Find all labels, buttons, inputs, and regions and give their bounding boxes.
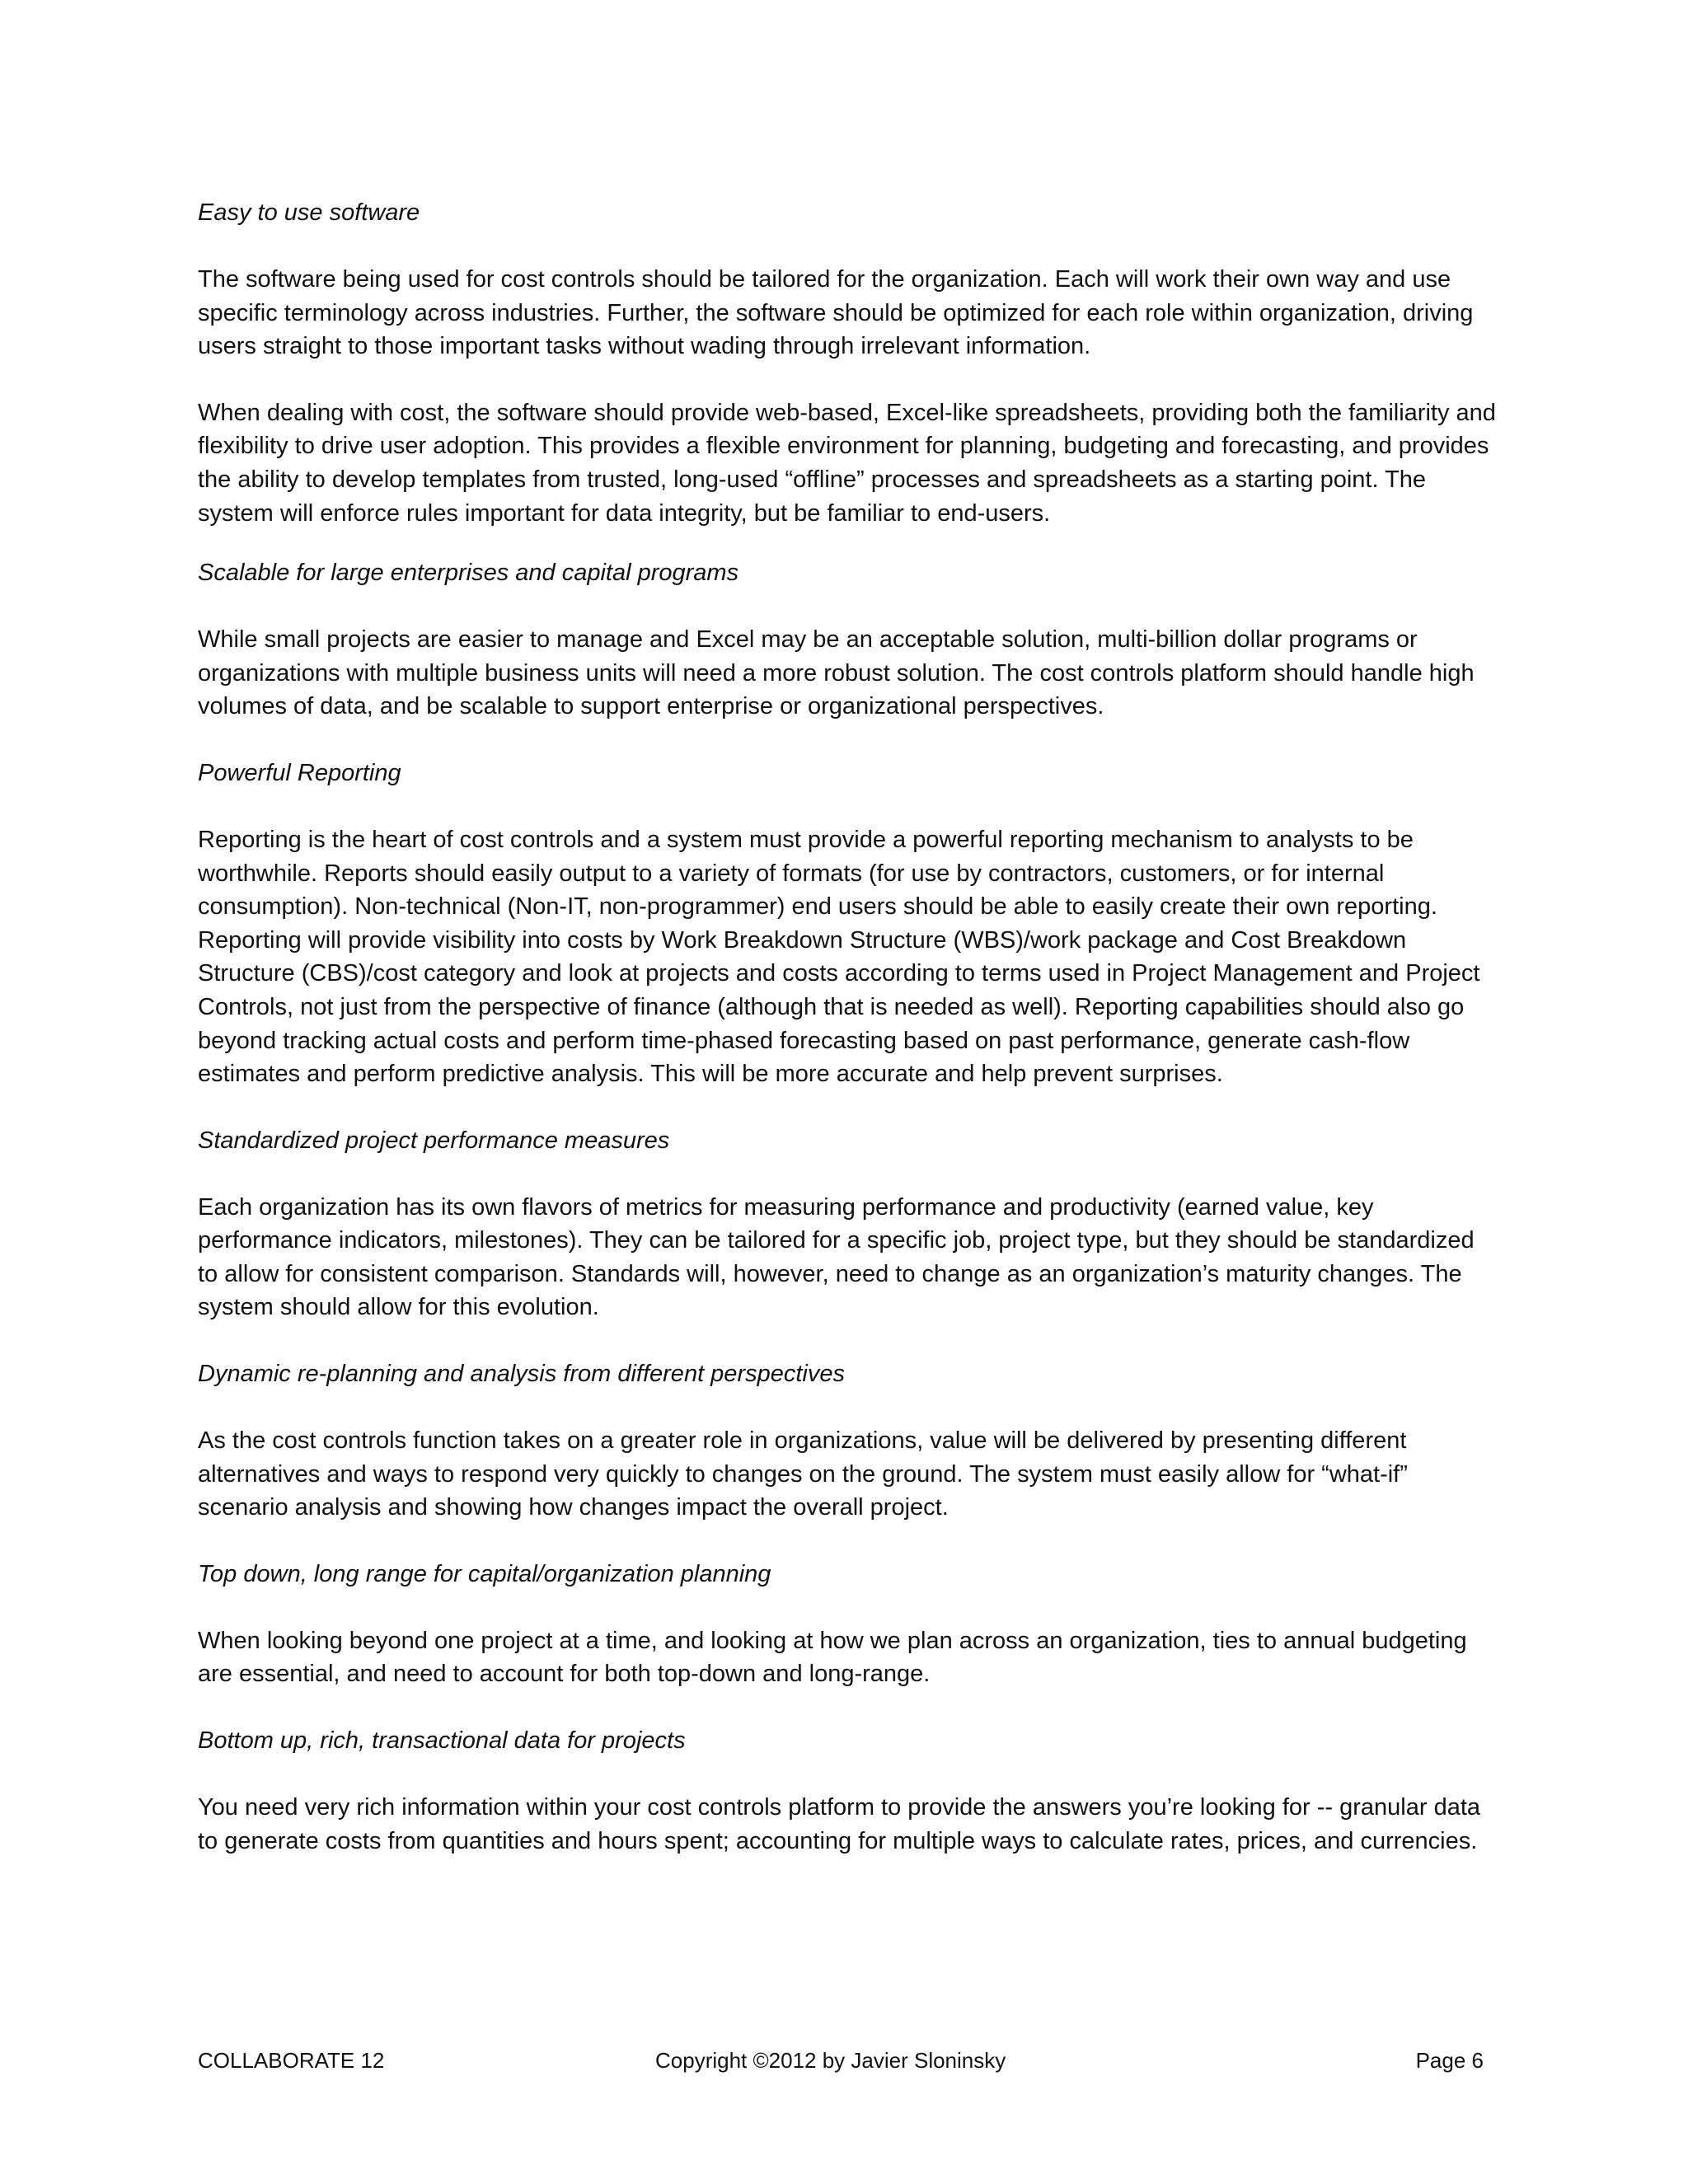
paragraph: Each organization has its own flavors of metrics for measuring performance and productivity (earned value, key performance indicators, milestones). They can be tailored for a specific job, project type, but they should be standardized to allow for consistent comparison. Standards will, however, need to change as an organization’s maturity changes. The system should allow for this evolution.: [198, 1193, 1475, 1321]
section-heading: Powerful Reporting: [198, 759, 401, 786]
section-heading: Bottom up, rich, transactional data for projects: [198, 1727, 686, 1755]
page-footer: [198, 2044, 1484, 2077]
section-heading: Easy to use software: [198, 199, 420, 226]
section-heading: Dynamic re-planning and analysis from different perspectives: [198, 1361, 845, 1388]
paragraph: While small projects are easier to manage and Excel may be an acceptable solution, multi-billion dollar programs or organizations with multiple business units will need a more robust solution. The cost controls platform should handle high volumes of data, and be scalable to support enterprise or organizational perspectives.: [198, 626, 1475, 720]
section-heading: Standardized project performance measures: [198, 1127, 670, 1154]
section-heading: Scalable for large enterprises and capital programs: [198, 560, 739, 587]
paragraph: Reporting is the heart of cost controls and a system must provide a powerful reporting mechanism to analysts to be worthwhile. Reports should easily output to a variety of formats (for use by contractors, customers, or for internal consumption). Non-technical (Non-IT, non-programmer) end users should be able to easily create their own reporting. Reporting will provide visibility into costs by Work Breakdown Structure (WBS)/work package and Cost Breakdown Structure (CBS)/cost category and look at projects and costs according to terms used in Project Management and Project Controls, not just from the perspective of finance (although that is needed as well). Reporting capabilities should also go beyond tracking actual costs and perform time-phased forecasting based on past performance, generate cash-flow estimates and perform predictive analysis. This will be more accurate and help prevent surprises.: [198, 826, 1480, 1088]
paragraph: As the cost controls function takes on a greater role in organizations, value will be delivered by presenting different alternatives and ways to respond very quickly to changes on the ground. The system must easily allow for “what-if” scenario analysis and showing how changes impact the overall project.: [198, 1427, 1408, 1521]
section-dynamic-replanning: [198, 1357, 1500, 1525]
paragraph: You need very rich information within your cost controls platform to provide the answers you’re looking for -- granular data to generate costs from quantities and hours spent; accounting for multiple ways to calculate rates, prices, and currencies.: [198, 1794, 1481, 1854]
paragraph: When looking beyond one project at a time, and looking at how we plan across an organization, ties to annual budgeting are essential, and need to account for both top-down and long-range.: [198, 1627, 1467, 1688]
section-top-down: [198, 1558, 1500, 1691]
section-heading: Top down, long range for capital/organization planning: [198, 1560, 771, 1587]
section-standardized-measures: [198, 1124, 1500, 1324]
footer-conference: COLLABORATE 12: [198, 2048, 385, 2073]
section-scalable: [198, 556, 1500, 724]
section-powerful-reporting: [198, 757, 1500, 1091]
document-body: [198, 196, 1500, 1891]
footer-copyright: Copyright ©2012 by Javier Sloninsky: [655, 2048, 1006, 2073]
section-easy-to-use: [198, 196, 1500, 530]
paragraph: The software being used for cost controls should be tailored for the organization. Each will work their own way and use specific terminology across industries. Further, the software should be optimized for each role within organization, driving users straight to those important tasks without wading through irrelevant information.: [198, 266, 1474, 360]
section-bottom-up: [198, 1724, 1500, 1858]
paragraph: When dealing with cost, the software should provide web-based, Excel-like spreadsheets, providing both the familiarity and flexibility to drive user adoption. This provides a flexible environment for planning, budgeting and forecasting, and provides the ability to develop templates from trusted, long-used “offline” processes and spreadsheets as a starting point. The system will enforce rules important for data integrity, but be familiar to end-users.: [198, 399, 1496, 527]
footer-page-number: Page 6: [1415, 2048, 1484, 2073]
